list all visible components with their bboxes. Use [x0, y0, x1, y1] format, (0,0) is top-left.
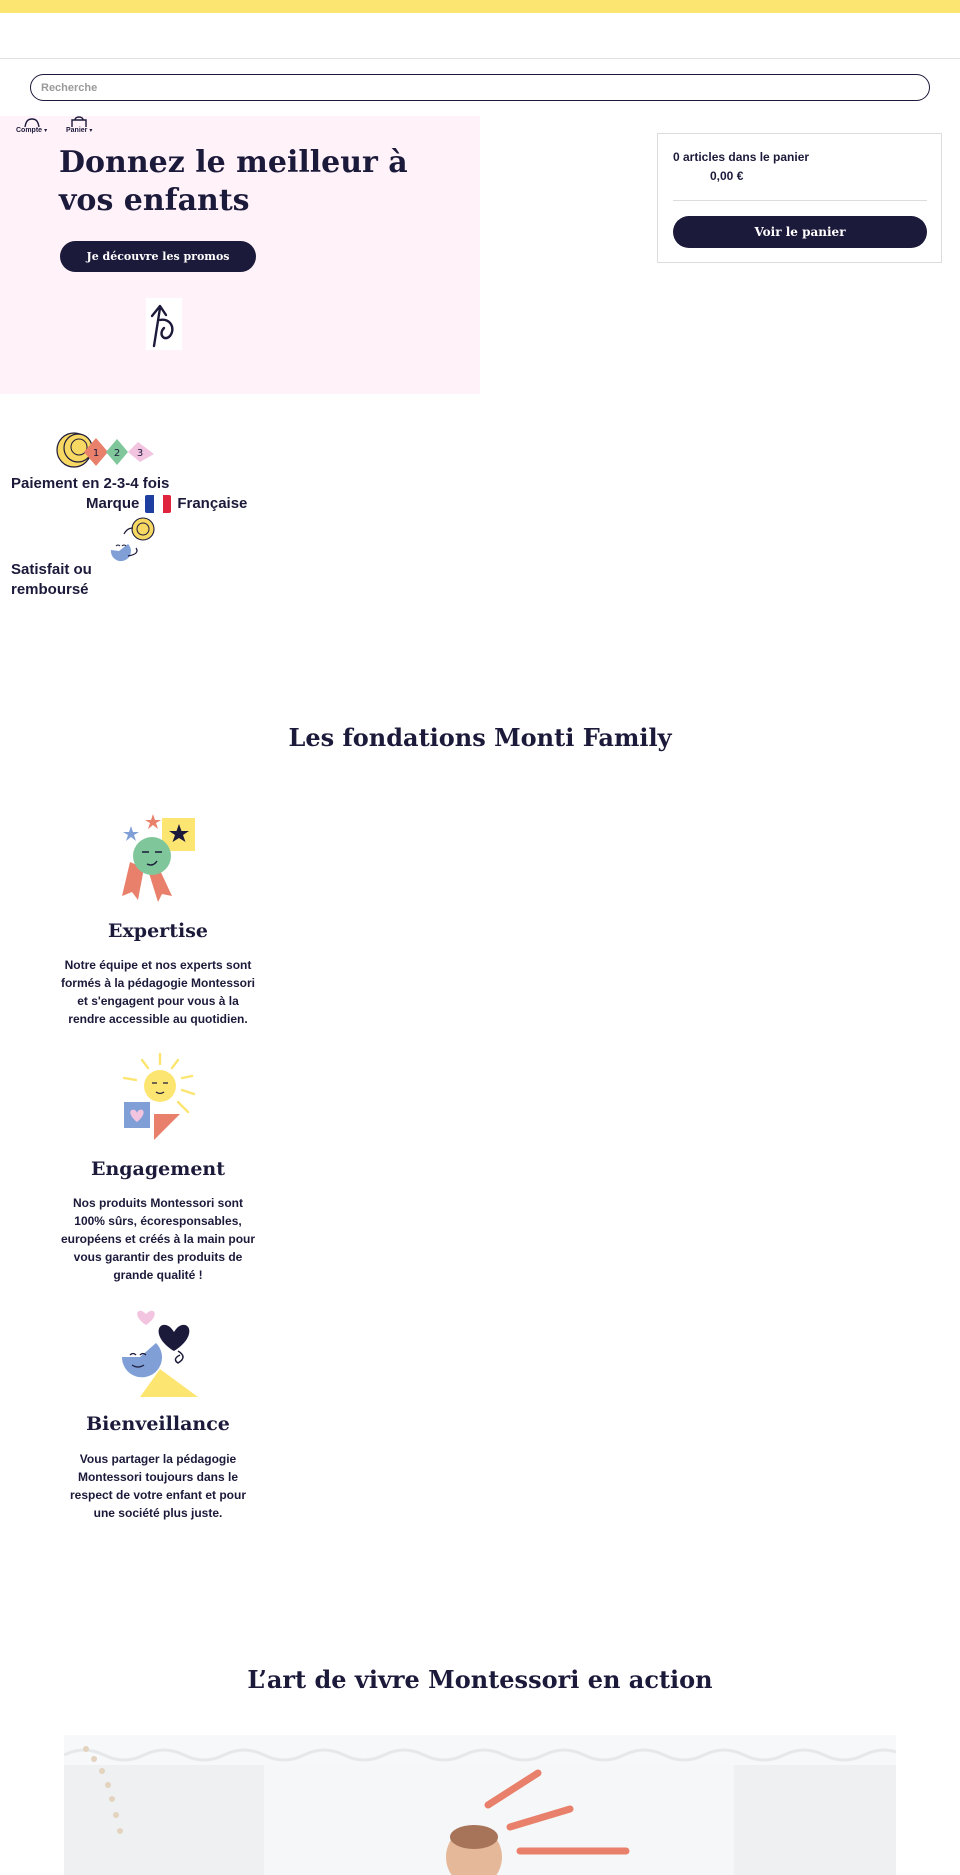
- value-title-bienveillance: Bienveillance: [86, 1413, 230, 1435]
- search-input[interactable]: [30, 74, 930, 101]
- promo-button[interactable]: Je découvre les promos: [60, 241, 256, 272]
- chevron-down-icon: ▾: [89, 128, 93, 134]
- coins-installments-icon: [54, 428, 158, 476]
- user-icon: [22, 113, 42, 127]
- cart-count: 0 articles dans le panier: [673, 150, 810, 164]
- installment-3: 3: [136, 448, 144, 459]
- squiggle-arrow-icon: [146, 298, 182, 350]
- cart-divider: [673, 200, 927, 201]
- installment-1: 1: [92, 448, 100, 459]
- value-title-expertise: Expertise: [108, 920, 208, 942]
- header-divider: [0, 58, 960, 59]
- satisfied-refund-text: Satisfait ou remboursé: [11, 561, 92, 598]
- mini-cart: [657, 133, 942, 263]
- value-text-engagement: Nos produits Montessori sont 100% sûrs, écoresponsables, européens et créés à la main pour vous garantir des produits de grande qualité !: [60, 1196, 256, 1282]
- cart-menu[interactable]: [66, 104, 92, 134]
- hero-title: Donnez le meilleur à vos enfants: [59, 145, 408, 218]
- installment-2: 2: [113, 448, 121, 459]
- kindness-hearts-icon: [118, 1305, 202, 1397]
- value-text-expertise: Notre équipe et nos experts sont formés à la pédagogie Montessori et s'engagent pour vous à la rendre accessible au quotidien.: [60, 958, 256, 1026]
- montessori-photo: [64, 1735, 896, 1875]
- french-brand-left: Marque: [86, 495, 140, 512]
- view-cart-button[interactable]: Voir le panier: [673, 216, 927, 248]
- announcement-bar: [0, 0, 960, 13]
- foundations-title: Les fondations Monti Family: [288, 723, 672, 752]
- expertise-medal-icon: [120, 812, 200, 902]
- engagement-sun-icon: [118, 1050, 202, 1142]
- photo-illustration: [64, 1735, 896, 1875]
- cart-total: 0,00 €: [710, 169, 744, 183]
- french-brand-text: [86, 494, 247, 514]
- france-flag-icon: [145, 495, 171, 513]
- chevron-down-icon: ▾: [44, 128, 48, 134]
- account-menu[interactable]: [16, 104, 47, 134]
- value-title-engagement: Engagement: [90, 1158, 226, 1180]
- french-brand-right: Française: [177, 495, 248, 512]
- action-title: L’art de vivre Montessori en action: [247, 1665, 713, 1694]
- account-label: Compte: [16, 127, 43, 134]
- bag-icon: [69, 113, 89, 127]
- cart-label: Panier: [66, 127, 88, 134]
- refund-coins-icon: [108, 514, 158, 564]
- value-text-bienveillance: Vous partager la pédagogie Montessori toujours dans le respect de votre enfant et pour une société plus juste.: [69, 1452, 247, 1520]
- payment-installments-text: Paiement en 2-3-4 fois: [11, 475, 170, 492]
